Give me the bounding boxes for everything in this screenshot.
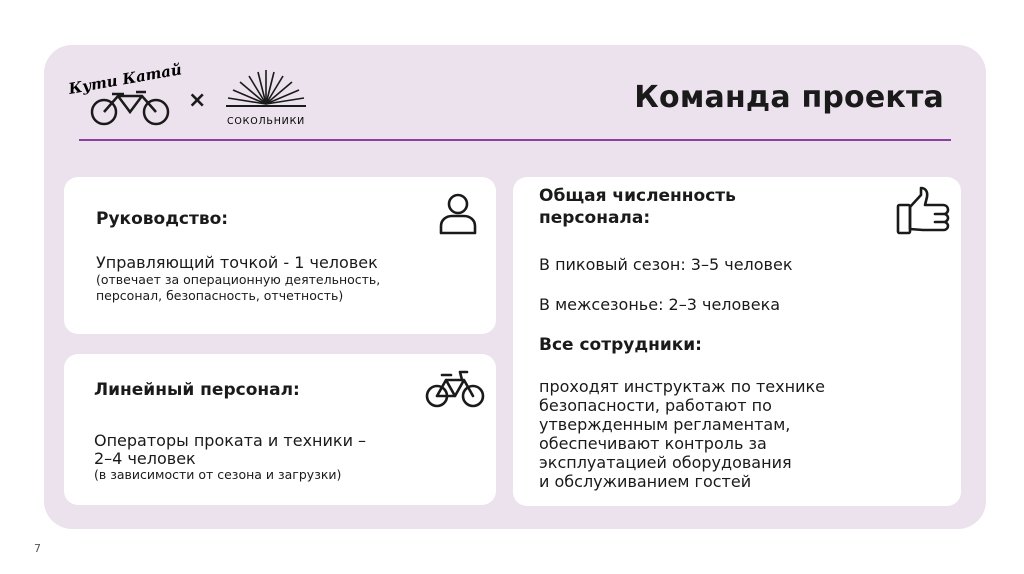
sokolniki-logo [224, 68, 308, 130]
all-staff-heading: Все сотрудники: [539, 335, 702, 355]
kutikatai-logo [67, 60, 184, 130]
kutikatai-logo-text: Кути Катай [67, 60, 184, 98]
total-heading-line1: Общая численность [539, 186, 736, 206]
bicycle-icon [424, 366, 486, 410]
leadership-text: Управляющий точкой - 1 человек [96, 253, 378, 272]
person-icon [438, 192, 478, 236]
line-staff-card [64, 354, 496, 505]
line-staff-heading: Линейный персонал: [94, 380, 300, 400]
total-staff-card [513, 177, 961, 506]
partnership-times-sign: × [188, 88, 207, 113]
all-staff-line: безопасности, работают по [539, 396, 772, 415]
leadership-note-line2: персонал, безопасность, отчетность) [96, 288, 344, 303]
all-staff-line: и обслуживанием гостей [539, 472, 752, 491]
line-staff-text-line2: 2–4 человек [94, 449, 196, 468]
leadership-card [64, 177, 496, 334]
page-title: Команда проекта [634, 80, 944, 115]
line-staff-note: (в зависимости от сезона и загрузки) [94, 467, 342, 482]
leadership-heading: Руководство: [96, 209, 229, 229]
offseason-text: В межсезонье: 2–3 человека [539, 295, 781, 314]
line-staff-text-line1: Операторы проката и техники – [94, 431, 367, 450]
leadership-note-line1: (отвечает за операционную деятельность, [96, 272, 381, 287]
total-heading-line2: персонала: [539, 208, 651, 228]
all-staff-line: эксплуатацией оборудования [539, 453, 792, 472]
title-divider [79, 139, 951, 141]
peak-season-text: В пиковый сезон: 3–5 человек [539, 255, 793, 274]
thumbs-up-icon [895, 185, 951, 237]
all-staff-line: утвержденным регламентам, [539, 415, 791, 434]
page-number: 7 [34, 542, 41, 555]
sokolniki-logo-text: СОКОЛЬНИКИ [226, 116, 306, 127]
all-staff-line: обеспечивают контроль за [539, 434, 767, 453]
all-staff-line: проходят инструктаж по технике [539, 377, 825, 396]
